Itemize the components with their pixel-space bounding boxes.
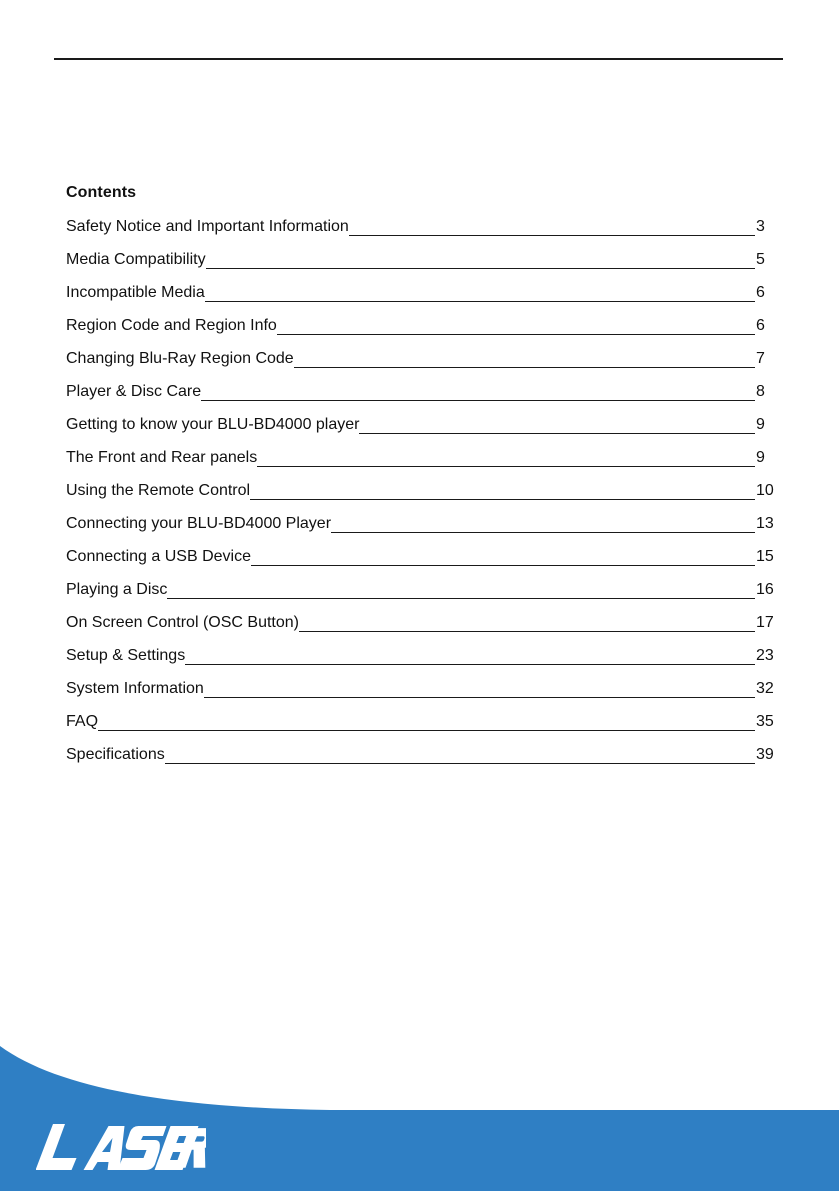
- toc-entry-title: Safety Notice and Important Information: [66, 218, 349, 235]
- toc-entry-title: Using the Remote Control: [66, 482, 251, 499]
- toc-entry[interactable]: [66, 513, 778, 546]
- toc-entry-page: 9: [756, 449, 765, 466]
- toc-entry[interactable]: [66, 744, 778, 777]
- toc-entry[interactable]: [66, 480, 778, 513]
- toc-entry[interactable]: [66, 612, 778, 645]
- toc-entry-page: 7: [756, 350, 765, 367]
- toc-entry[interactable]: [66, 282, 778, 315]
- toc-entry-title: Player & Disc Care: [66, 383, 202, 400]
- table-of-contents: [66, 216, 778, 777]
- toc-entry[interactable]: [66, 579, 778, 612]
- toc-leader-line: [277, 315, 755, 335]
- toc-leader-line: [299, 612, 755, 632]
- toc-entry-page: 9: [756, 416, 765, 433]
- toc-leader-line: [250, 480, 755, 500]
- toc-entry-page: 5: [756, 251, 765, 268]
- toc-entry-title: On Screen Control (OSC Button): [66, 614, 299, 631]
- toc-entry-page: 6: [756, 284, 765, 301]
- toc-entry[interactable]: [66, 447, 778, 480]
- toc-entry-page: 8: [756, 383, 765, 400]
- toc-leader-line: [294, 348, 755, 368]
- toc-entry[interactable]: [66, 249, 778, 282]
- toc-leader-line: [185, 645, 755, 665]
- toc-entry[interactable]: [66, 678, 778, 711]
- toc-leader-line: [349, 216, 755, 236]
- toc-entry-page: 3: [756, 218, 765, 235]
- toc-leader-line: [251, 546, 755, 566]
- toc-leader-line: [205, 282, 755, 302]
- toc-entry-page: 39: [756, 746, 774, 763]
- toc-entry-title: FAQ: [66, 713, 99, 730]
- toc-entry[interactable]: [66, 645, 778, 678]
- toc-leader-line: [98, 711, 755, 731]
- toc-entry-page: 32: [756, 680, 774, 697]
- toc-entry-title: Specifications: [66, 746, 165, 763]
- contents-heading: Contents: [66, 184, 137, 201]
- toc-entry[interactable]: [66, 381, 778, 414]
- toc-entry-title: Incompatible Media: [66, 284, 205, 301]
- toc-entry[interactable]: [66, 414, 778, 447]
- toc-leader-line: [257, 447, 755, 467]
- toc-entry[interactable]: [66, 348, 778, 381]
- toc-entry-title: System Information: [66, 680, 204, 697]
- toc-leader-line: [206, 249, 755, 269]
- toc-entry-page: 35: [756, 713, 774, 730]
- toc-entry-page: 23: [756, 647, 774, 664]
- toc-entry[interactable]: [66, 711, 778, 744]
- toc-entry[interactable]: [66, 315, 778, 348]
- toc-entry-title: Playing a Disc: [66, 581, 168, 598]
- toc-leader-line: [167, 579, 755, 599]
- toc-entry-title: Region Code and Region Info: [66, 317, 277, 334]
- toc-entry-page: 17: [756, 614, 774, 631]
- toc-entry-title: The Front and Rear panels: [66, 449, 258, 466]
- toc-entry-page: 6: [756, 317, 765, 334]
- toc-entry-title: Setup & Settings: [66, 647, 186, 664]
- toc-leader-line: [165, 744, 755, 764]
- toc-leader-line: [201, 381, 755, 401]
- toc-entry-title: Connecting your BLU-BD4000 Player: [66, 515, 332, 532]
- laser-logo: [36, 1120, 206, 1176]
- toc-entry-title: Getting to know your BLU-BD4000 player: [66, 416, 360, 433]
- toc-entry-title: Changing Blu-Ray Region Code: [66, 350, 294, 367]
- header-rule: [54, 58, 783, 60]
- toc-entry-page: 10: [756, 482, 774, 499]
- toc-leader-line: [204, 678, 755, 698]
- toc-leader-line: [331, 513, 755, 533]
- toc-entry-title: Connecting a USB Device: [66, 548, 251, 565]
- toc-entry[interactable]: [66, 546, 778, 579]
- toc-entry[interactable]: [66, 216, 778, 249]
- toc-entry-title: Media Compatibility: [66, 251, 206, 268]
- toc-entry-page: 15: [756, 548, 774, 565]
- toc-leader-line: [359, 414, 755, 434]
- toc-entry-page: 13: [756, 515, 774, 532]
- toc-entry-page: 16: [756, 581, 774, 598]
